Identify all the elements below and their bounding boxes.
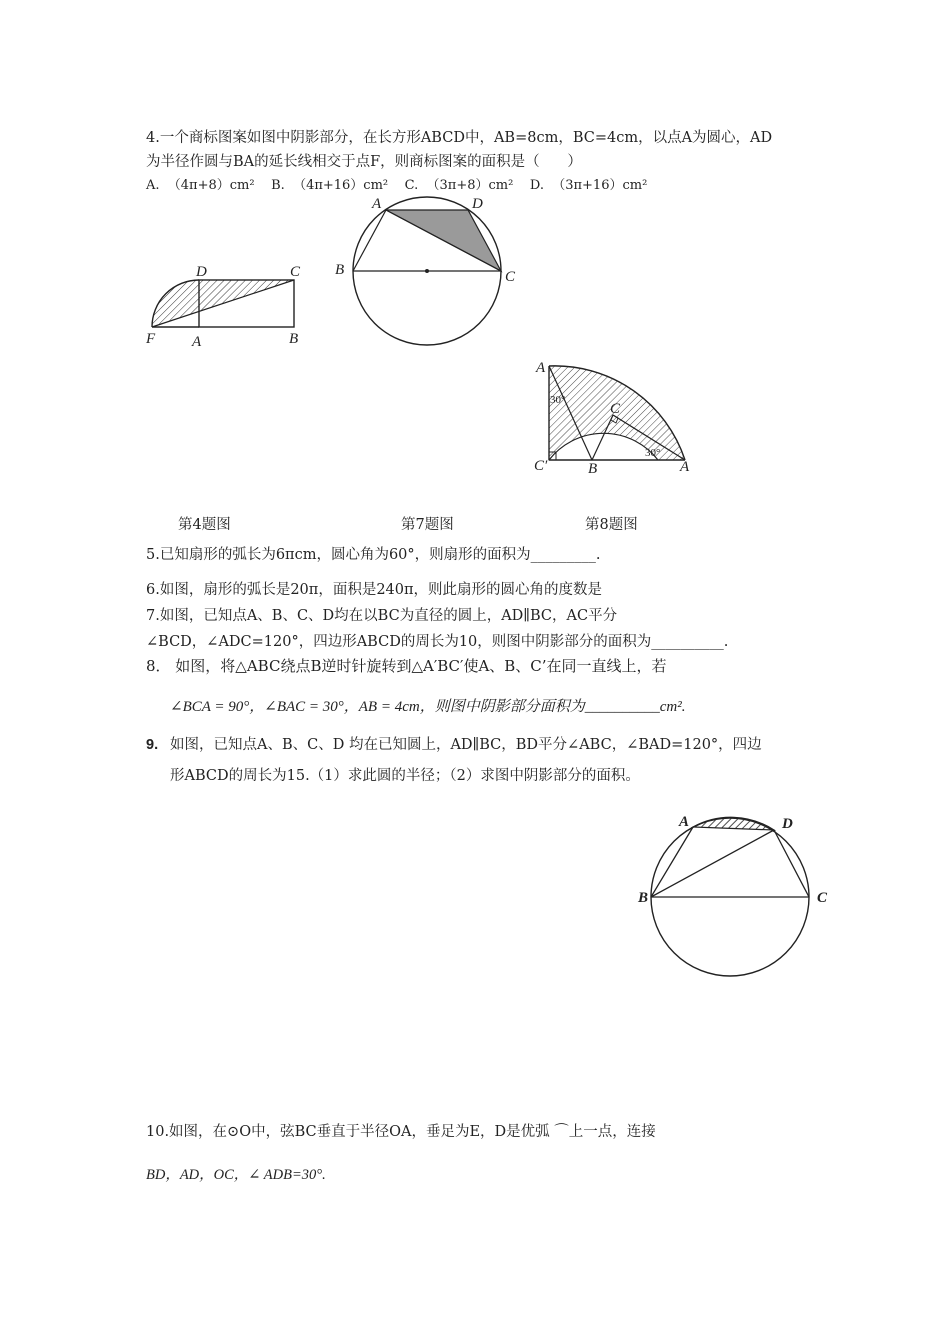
q8-line-2: ∠BCA = 90°，∠BAC = 30°，AB = 4cm，则图中阴影部分面积为__________cm². — [170, 699, 686, 715]
fig9-label-b: B — [638, 890, 649, 906]
fig7-label-a: A — [372, 196, 382, 212]
q7-line-2: ∠BCD，∠ADC=120°，四边形ABCD的周长为10，则图中阴影部分的面积为__________. — [146, 634, 729, 650]
caption-fig7: 第7题图 — [401, 517, 454, 533]
figure-4 — [140, 258, 310, 353]
caption-fig4: 第4题图 — [178, 517, 231, 533]
fig8-angle-right: 30° — [645, 447, 661, 459]
figure-7 — [330, 193, 525, 353]
fig4-label-a: A — [192, 334, 202, 350]
fig8-label-c: C — [610, 401, 621, 417]
q9-line-1: 如图，已知点A、B、C、D 均在已知圆上，AD∥BC，BD平分∠ABC，∠BAD=120°，四边 — [170, 737, 762, 753]
fig4-label-b: B — [289, 331, 299, 347]
q4-options: A. （4π+8）cm² B. （4π+16）cm² C. （3π+8）cm² D. （3π+16）cm² — [146, 178, 648, 193]
figure-9 — [635, 808, 835, 983]
q8-line-1: 8． 如图，将△ABC绕点B逆时针旋转到△A′BC′使A、B、C’在同一直线上，若 — [146, 657, 667, 675]
q9-line-2: 形ABCD的周长为15.（1）求此圆的半径；（2）求图中阴影部分的面积。 — [170, 768, 640, 784]
q5-text: 5.已知扇形的弧长为6πcm，圆心角为60°，则扇形的面积为_________. — [146, 547, 601, 563]
fig9-label-d: D — [782, 816, 793, 832]
q10-line-1: 10.如图，在⊙O中，弦BC垂直于半径OA，垂足为E，D是优弧 ⌒上一点，连接 — [146, 1124, 656, 1140]
fig8-label-c-prime: C′ — [534, 458, 548, 474]
fig4-label-d: D — [196, 264, 207, 280]
fig8-label-a-right: A — [680, 459, 690, 475]
fig8-label-b: B — [588, 461, 598, 477]
fig4-label-c: C — [290, 264, 301, 280]
fig7-label-c: C — [505, 269, 516, 285]
q7-line-1: 7.如图，已知点A、B、C、D均在以BC为直径的圆上，AD∥BC，AC平分 — [146, 608, 618, 624]
fig7-label-d: D — [472, 196, 483, 212]
fig8-angle-top: 30° — [550, 394, 566, 406]
fig7-label-b: B — [335, 262, 345, 278]
fig8-label-a-top: A — [536, 360, 546, 376]
fig9-label-c: C — [817, 890, 828, 906]
fig9-label-a: A — [679, 814, 690, 830]
q10-line-2: BD，AD，OC，∠ ADB=30°. — [146, 1167, 326, 1183]
fig4-label-f: F — [146, 331, 156, 347]
q6-text: 6.如图，扇形的弧长是20π，面积是240π，则此扇形的圆心角的度数是 — [146, 582, 603, 598]
caption-fig8: 第8题图 — [585, 517, 638, 533]
q4-line-1: 4.一个商标图案如图中阴影部分，在长方形ABCD中，AB=8cm，BC=4cm，以点A为圆心，AD — [146, 130, 773, 146]
figure-8 — [530, 355, 705, 480]
q9-number: 9. — [146, 737, 159, 753]
q4-line-2: 为半径作圆与BA的延长线相交于点F，则商标图案的面积是（ ） — [146, 154, 582, 170]
